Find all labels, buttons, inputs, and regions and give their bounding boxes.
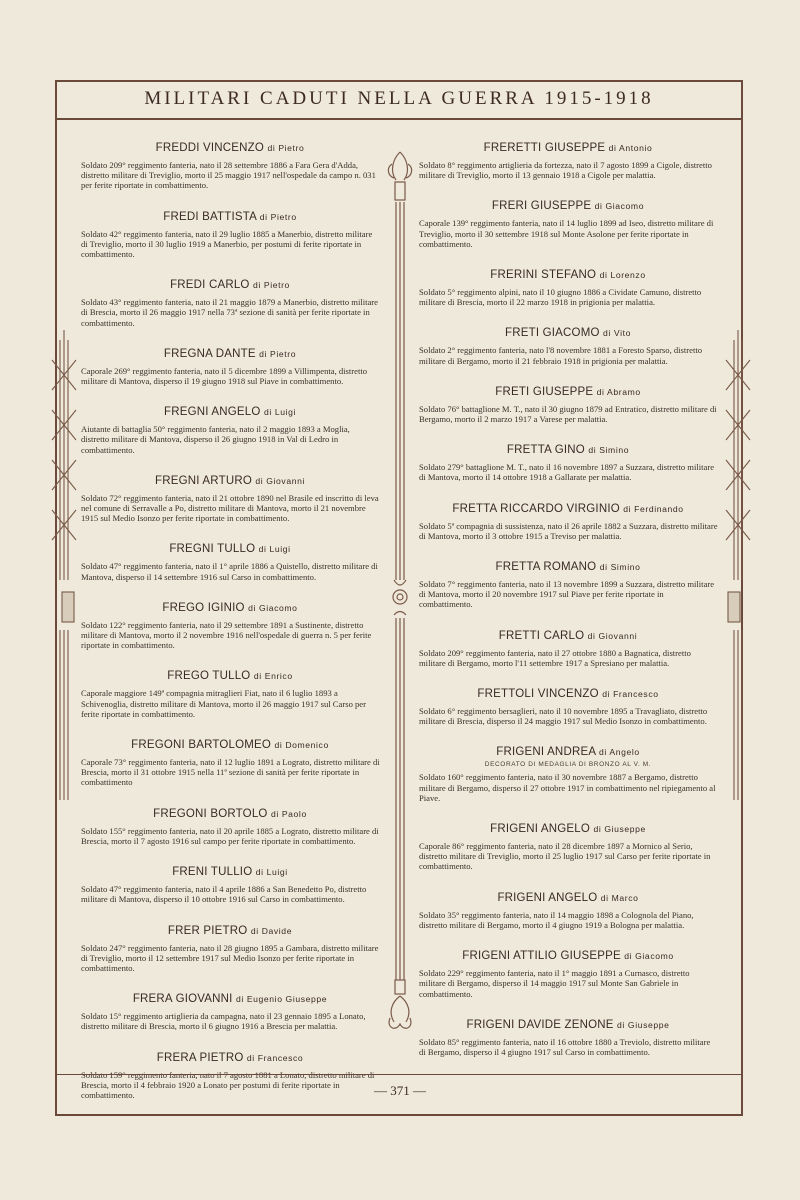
service-record-text: Soldato 160° reggimento fanteria, nato il 30 novembre 1887 a Bergamo, distretto militare di Bergamo, disperso il 27 ottobre 1917 in combattimento nel ripiegamento al Piave. bbox=[419, 772, 716, 803]
service-record-text: Soldato 72° reggimento fanteria, nato il 21 ottobre 1890 nel Brasile ed inscritto di leva nel comune di Serravalle a Po, distretto militare di Mantova, morto il 21 novembre 1915 sul Medio Isonzo per ferite riportate in combattimento. bbox=[81, 492, 379, 524]
soldier-name bbox=[418, 327, 718, 339]
soldier-name bbox=[418, 561, 718, 573]
obituary-entry bbox=[80, 602, 380, 651]
soldier-name bbox=[80, 602, 380, 614]
father-name: di Simino bbox=[599, 562, 641, 573]
service-record-text: Soldato 85° reggimento fanteria, nato il 16 ottobre 1880 a Treviolo, distretto militare di Bergamo, disperso il 4 giugno 1917 sul Carso in combattimento. bbox=[419, 1036, 711, 1057]
father-name: di Paolo bbox=[270, 808, 307, 819]
obituary-entry bbox=[418, 327, 718, 365]
left-column bbox=[80, 142, 380, 1120]
service-record-text: Caporale 86° reggimento fanteria, nato il 28 dicembre 1897 a Mornico al Serio, distretto militare di Treviglio, morto il 25 luglio 1917 sul Carso per ferite riportate in combattimento. bbox=[419, 841, 711, 872]
soldier-surname-given: FREGNA DANTE bbox=[163, 347, 256, 360]
service-record-text: Soldato 229° reggimento fanteria, nato il 1° maggio 1891 a Curnasco, distretto militare di Bergamo, disperso il 14 maggio 1917 sul Monte San Gabriele in combattimento. bbox=[419, 968, 690, 999]
soldier-name bbox=[418, 746, 718, 758]
soldier-name bbox=[80, 808, 380, 820]
father-name: di Luigi bbox=[258, 544, 291, 555]
service-record-text: Soldato 76° battaglione M. T., nato il 30 giugno 1879 ad Entratico, distretto militare di Bergamo, morto il 2 marzo 1917 a Varese per malattia. bbox=[419, 403, 717, 425]
header-rule bbox=[55, 118, 743, 120]
obituary-entry bbox=[80, 279, 380, 328]
soldier-surname-given: FREGNI ANGELO bbox=[164, 406, 261, 419]
soldier-surname-given: FRIGENI ATTILIO GIUSEPPE bbox=[462, 950, 621, 963]
soldier-surname-given: FREGONI BARTOLOMEO bbox=[131, 739, 272, 752]
father-name: di Davide bbox=[250, 925, 293, 936]
obituary-entry bbox=[418, 386, 718, 424]
father-name: di Antonio bbox=[608, 143, 653, 153]
soldier-name bbox=[418, 630, 718, 642]
right-torch-ornament bbox=[722, 330, 754, 810]
soldier-surname-given: FREGO IGINIO bbox=[162, 601, 245, 614]
father-name: di Simino bbox=[588, 445, 630, 456]
father-name: di Ferdinando bbox=[623, 503, 684, 514]
soldier-surname-given: FRERA PIETRO bbox=[156, 1051, 244, 1064]
service-record-text: Soldato 6° reggimento bersaglieri, nato il 10 novembre 1895 a Travagliato, distretto militare di Brescia, disperso il 24 maggio 1917 sul Medio Isonzo in combattimento. bbox=[419, 706, 708, 727]
page-title: MILITARI CADUTI NELLA GUERRA 1915-1918 bbox=[144, 88, 654, 109]
service-record-text: Caporale 73° reggimento fanteria, nato il 12 luglio 1891 a Lograto, distretto militare di Brescia, morto il 31 ottobre 1915 nella 11ª sezione di sanità per ferite riportate in combattimento bbox=[81, 757, 380, 788]
service-record-text: Soldato 42° reggimento fanteria, nato il 29 luglio 1885 a Manerbio, distretto militare di Treviglio, morto il 30 luglio 1919 a Manerbio, per postumi di ferite riportate in combattimento. bbox=[81, 228, 373, 260]
soldier-surname-given: FRETTA RICCARDO VIRGINIO bbox=[452, 502, 620, 515]
obituary-entry bbox=[418, 746, 718, 803]
service-record-text: Soldato 8° reggimento artiglieria da fortezza, nato il 7 agosto 1899 a Cigole, distretto militare di Treviglio, morto il 13 gennaio 1918 a Cigole per malattia. bbox=[419, 160, 712, 181]
father-name: di Marco bbox=[600, 892, 639, 903]
father-name: di Giovanni bbox=[255, 475, 305, 486]
soldier-surname-given: FRIGENI ANDREA bbox=[496, 746, 596, 759]
father-name: di Giacomo bbox=[624, 951, 674, 962]
soldier-surname-given: FRETTOLI VINCENZO bbox=[477, 688, 599, 701]
father-name: di Enrico bbox=[253, 671, 293, 682]
obituary-entry bbox=[80, 670, 380, 719]
father-name: di Giacomo bbox=[594, 201, 645, 212]
obituary-entry bbox=[80, 993, 380, 1031]
soldier-name bbox=[418, 200, 718, 212]
service-record-text: Soldato 15° reggimento artiglieria da campagna, nato il 23 gennaio 1895 a Lonato, distretto militare di Brescia, morto il 6 giugno 1916 a Brescia per malattia. bbox=[81, 1011, 366, 1032]
father-name: di Domenico bbox=[274, 740, 329, 751]
father-name: di Luigi bbox=[255, 867, 288, 878]
soldier-name bbox=[80, 739, 380, 751]
soldier-name bbox=[418, 950, 718, 962]
soldier-name bbox=[418, 444, 718, 456]
soldier-surname-given: FRERINI STEFANO bbox=[490, 269, 597, 282]
father-name: di Giuseppe bbox=[617, 1019, 670, 1030]
soldier-name bbox=[80, 211, 380, 223]
service-record-text: Soldato 122° reggimento fanteria, nato il 29 settembre 1891 a Sustinente, distretto militare di Mantova, morto il 2 novembre 1916 nell'ospedale di guerra n. 5 per ferite riportate in combattimento. bbox=[81, 619, 372, 651]
soldier-surname-given: FRIGENI ANGELO bbox=[497, 891, 598, 904]
soldier-name bbox=[418, 892, 718, 904]
page-number: — 371 — bbox=[374, 1083, 426, 1098]
service-record-text: Soldato 35° reggimento fanteria, nato il 14 maggio 1898 a Colognola del Piano, distretto militare di Bergamo, morto il 4 giugno 1919 a Bologna per malattia. bbox=[419, 909, 694, 930]
soldier-surname-given: FRERI GIUSEPPE bbox=[491, 200, 592, 213]
soldier-name bbox=[80, 866, 380, 878]
obituary-entry bbox=[418, 1019, 718, 1057]
obituary-entry bbox=[418, 444, 718, 482]
obituary-entry bbox=[80, 866, 380, 904]
soldier-surname-given: FRERA GIOVANNI bbox=[132, 993, 233, 1006]
footer-rule bbox=[55, 1074, 743, 1075]
service-record-text: Brescia, morto il 4 febbraio 1920 a Lonato per postumi di ferite riportate in combattimento. bbox=[81, 1079, 340, 1100]
soldier-name bbox=[418, 1019, 718, 1031]
service-record-text: Soldato 47° reggimento fanteria, nato il 4 aprile 1886 a San Benedetto Po, distretto militare di Mantova, disperso il 10 ottobre 1916 sul Carso in combattimento. bbox=[81, 884, 367, 905]
service-record-text: Aiutante di battaglia 50° reggimento fanteria, nato il 2 maggio 1893 a Moglia, distretto militare di Mantova, disperso il 26 giugno 1918 in Val di Ledro in combattimento. bbox=[81, 424, 350, 455]
soldier-name bbox=[418, 386, 718, 398]
obituary-entry bbox=[80, 808, 380, 846]
soldier-surname-given: FRETTA ROMANO bbox=[495, 561, 597, 574]
service-record-text: Soldato 7° reggimento fanteria, nato il 13 novembre 1899 a Suzzara, distretto militare di Mantova, morto il 20 novembre 1917 sul Piave per ferite riportate in combattimento. bbox=[419, 579, 715, 610]
obituary-entry bbox=[80, 406, 380, 455]
soldier-surname-given: FRETI GIUSEPPE bbox=[495, 385, 594, 398]
soldier-name bbox=[418, 142, 718, 154]
obituary-entry bbox=[418, 950, 718, 999]
left-torch-ornament bbox=[48, 330, 80, 810]
obituary-entry bbox=[80, 543, 380, 581]
obituary-entry bbox=[418, 561, 718, 610]
father-name: di Abramo bbox=[596, 386, 641, 397]
soldier-name bbox=[80, 279, 380, 291]
service-record-text: Soldato 247° reggimento fanteria, nato il 28 giugno 1895 a Gambara, distretto militare di Treviglio, morto il 12 settembre 1917 sul Medio Isonzo per ferite riportate in combattimento. bbox=[81, 942, 379, 973]
soldier-name bbox=[80, 543, 380, 555]
soldier-name bbox=[80, 1052, 380, 1064]
father-name: di Francesco bbox=[246, 1052, 304, 1063]
obituary-entry bbox=[80, 925, 380, 974]
soldier-name bbox=[418, 823, 718, 835]
soldier-surname-given: FREDI CARLO bbox=[170, 279, 250, 292]
father-name: di Francesco bbox=[602, 689, 659, 700]
obituary-entry bbox=[418, 269, 718, 307]
soldier-surname-given: FREGNI TULLO bbox=[169, 543, 256, 556]
service-record-text: Soldato 279° battaglione M. T., nato il 16 novembre 1897 a Suzzara, distretto militare di Mantova, morto il 14 ottobre 1918 a Gallarate per malattia. bbox=[419, 462, 715, 483]
service-record-text: Soldato 209° reggimento fanteria, nato il 28 settembre 1886 a Fara Gera d'Adda, distretto militare di Treviglio, morto il 25 maggio 1917 nell'ospedale da campo n. 031 per ferite riportate in combattimento. bbox=[81, 160, 376, 191]
obituary-entry bbox=[80, 348, 380, 386]
obituary-entry bbox=[418, 503, 718, 541]
obituary-entry bbox=[418, 892, 718, 930]
soldier-name bbox=[80, 993, 380, 1005]
service-record-text: Soldato 47° reggimento fanteria, nato il 1° aprile 1886 a Quistello, distretto militare di Mantova, disperso il 14 settembre 1916 sul Carso in combattimento. bbox=[81, 561, 378, 582]
service-record-text: Caporale 269° reggimento fanteria, nato il 5 dicembre 1899 a Villimpenta, distretto militare di Mantova, disperso il 19 giugno 1918 sul Piave in combattimento. bbox=[81, 365, 368, 387]
service-record-text: Soldato 5ª compagnia di sussistenza, nato il 26 aprile 1882 a Suzzara, distretto militare di Mantova, morto il 3 ottobre 1915 a Treviso per malattia. bbox=[419, 520, 718, 541]
obituary-entry bbox=[418, 630, 718, 668]
soldier-surname-given: FREGO TULLO bbox=[167, 670, 251, 683]
father-name: di Giovanni bbox=[587, 630, 638, 641]
decoration-note: DECORATO DI MEDAGLIA DI BRONZO AL V. M. bbox=[484, 761, 652, 769]
father-name: di Angelo bbox=[598, 747, 640, 758]
soldier-surname-given: FREGONI BORTOLO bbox=[153, 807, 268, 820]
father-name: di Giuseppe bbox=[593, 824, 646, 835]
service-record-text: Caporale 139° reggimento fanteria, nato il 14 luglio 1899 ad Iseo, distretto militare di Treviglio, morto il 30 settembre 1918 sul Monte Asolone per ferite riportate in combattimento. bbox=[419, 218, 714, 249]
soldier-name bbox=[80, 142, 380, 154]
service-record-text: Soldato 209° reggimento fanteria, nato il 27 ottobre 1880 a Bagnatica, distretto militare di Bergamo, morto l'11 settembre 1917 a Spresiano per malattia. bbox=[419, 647, 691, 668]
soldier-surname-given: FRIGENI ANGELO bbox=[490, 823, 591, 836]
soldier-name bbox=[418, 269, 718, 281]
father-name: di Pietro bbox=[253, 280, 290, 291]
obituary-entry bbox=[80, 739, 380, 788]
soldier-name bbox=[80, 670, 380, 682]
service-record-text: Soldato 5° reggimento alpini, nato il 10 giugno 1886 a Cividate Camuno, distretto militare di Brescia, morto il 22 marzo 1918 in prigionia per malattia. bbox=[419, 287, 702, 308]
soldier-name bbox=[80, 475, 380, 487]
service-record-text: Caporale maggiore 149ª compagnia mitraglieri Fiat, nato il 6 luglio 1893 a Schivenoglia, distretto militare di Mantova, morto il 26 maggio 1917 sul Carso per ferite riportate in combattimento. bbox=[81, 688, 366, 719]
central-column-ornament bbox=[382, 150, 418, 1035]
soldier-surname-given: FREDDI VINCENZO bbox=[155, 142, 265, 154]
father-name: di Pietro bbox=[267, 143, 305, 153]
soldier-surname-given: FREGNI ARTURO bbox=[155, 474, 252, 487]
service-record-text: Soldato 43° reggimento fanteria, nato il 21 maggio 1879 a Manerbio, distretto militare di Brescia, morto il 26 maggio 1917 nella 73ª sezione di sanità per ferite riportate in combattimento. bbox=[81, 297, 378, 328]
soldier-surname-given: FREDI BATTISTA bbox=[163, 210, 257, 223]
obituary-entry bbox=[418, 200, 718, 249]
soldier-surname-given: FRERETTI GIUSEPPE bbox=[483, 142, 606, 154]
soldier-surname-given: FRETTA GINO bbox=[506, 444, 585, 457]
soldier-surname-given: FRETI GIACOMO bbox=[505, 327, 600, 340]
soldier-name bbox=[418, 688, 718, 700]
obituary-entry bbox=[80, 211, 380, 260]
soldier-name bbox=[80, 406, 380, 418]
father-name: di Vito bbox=[603, 328, 631, 339]
father-name: di Giacomo bbox=[248, 602, 298, 613]
soldier-surname-given: FRIGENI DAVIDE ZENONE bbox=[466, 1018, 614, 1031]
soldier-surname-given: FRER PIETRO bbox=[167, 924, 248, 937]
soldier-surname-given: FRENI TULLIO bbox=[172, 866, 253, 879]
father-name: di Pietro bbox=[259, 211, 297, 222]
father-name: di Eugenio Giuseppe bbox=[235, 994, 328, 1005]
soldier-name bbox=[418, 503, 718, 515]
service-record-text: Soldato 155° reggimento fanteria, nato il 20 aprile 1885 a Lograto, distretto militare di Brescia, morto il 7 agosto 1916 sul campo per ferite riportate in combattimento. bbox=[81, 825, 379, 846]
father-name: di Pietro bbox=[259, 348, 297, 359]
father-name: di Luigi bbox=[263, 407, 296, 418]
obituary-entry bbox=[80, 475, 380, 524]
obituary-entry bbox=[80, 142, 380, 191]
obituary-entry bbox=[418, 142, 718, 180]
soldier-surname-given: FRETTI CARLO bbox=[498, 629, 585, 642]
obituary-entry bbox=[418, 823, 718, 872]
father-name: di Lorenzo bbox=[599, 270, 646, 281]
obituary-entry bbox=[418, 688, 718, 726]
soldier-name bbox=[80, 348, 380, 360]
soldier-name bbox=[80, 925, 380, 937]
service-record-text: Soldato 2° reggimento fanteria, nato l'8 novembre 1881 a Foresto Sparso, distretto militare di Bergamo, morto il 21 febbraio 1918 in prigionia per malattia. bbox=[419, 345, 703, 366]
right-column bbox=[418, 142, 718, 1077]
